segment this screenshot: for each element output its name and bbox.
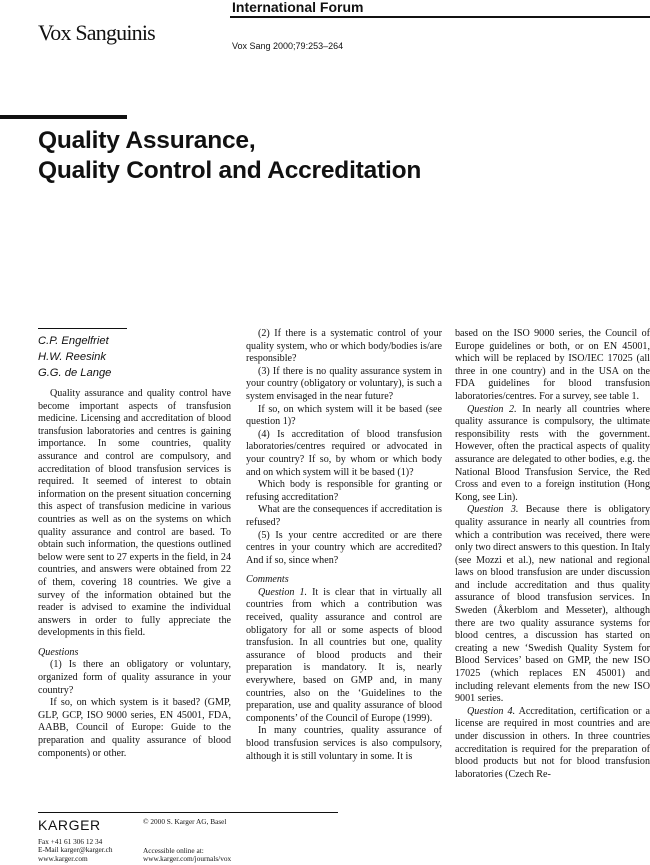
column-1 — [38, 388, 231, 760]
website: www.karger.com — [38, 853, 88, 863]
comment-4-label: Question 4. — [467, 705, 516, 717]
comment-4 — [455, 706, 650, 782]
citation: Vox Sang 2000;79:253–264 — [232, 41, 344, 51]
comment-3-text: Because there is obligatory quality assurance in nearly all countries from which a contribution was received, there were only two direct answers to this question. In Italy (see Mozzi et al.), new national and regional laws on blood transfusion are under discussion and include accreditation and thus quality assurance of blood transfusion services. In Sweden (Åkerblom and Messeter), although there are two quality assurance systems for blood centres, a discussion has started on creating a new ‘Swedish Quality System for Blood Services’ based on GMP, the new ISO 17025 (which replaces EN 45001) and including relevant elements from the new ISO 9001 series. — [455, 504, 650, 705]
online-label: Accessible online at: — [143, 846, 204, 855]
journal-name: Vox Sanguinis — [38, 20, 155, 45]
question-5: (5) Is your centre accredited or are there centres in your country which are accredited? And if so, since when? — [246, 529, 442, 566]
questions-heading: Questions — [38, 646, 79, 658]
author: G.G. de Lange — [38, 367, 112, 379]
author-list — [38, 333, 111, 381]
question-4-followup: Which body is responsible for granting or refusing accreditation? — [246, 479, 442, 503]
footer-rule — [38, 812, 338, 813]
comment-4-text: Accreditation, certification or a license are required in most countries and are under discussion in others. In three countries accreditation is required for the preparation of blood products but not for blood transfusion laboratories (Czech Re- — [455, 705, 650, 780]
comment-1-text: It is clear that in virtually all countries from which a contribution was received, quality assurance and control are obligatory for all or some aspects of blood transfusion. In all countries but one, quality assurance of blood products and their preparation is mandatory. It is, nearly everywhere, based on GMP and, in many countries, also on the ‘Guidelines to the preparation, use and quality assurance of blood components’ of the Council of Europe (1999). — [246, 586, 442, 724]
article-title — [38, 126, 421, 186]
comment-1-label: Question 1. — [258, 586, 308, 598]
fax: Fax +41 61 306 12 34 — [38, 837, 103, 846]
online-access — [143, 847, 231, 864]
column-3 — [455, 328, 650, 781]
email: E-Mail karger@karger.ch — [38, 845, 113, 855]
section-rule — [230, 16, 650, 18]
comments-heading: Comments — [246, 574, 289, 586]
question-1: (1) Is there an obligatory or voluntary, organized form of quality assurance in your country? — [38, 659, 231, 696]
copyright: © 2000 S. Karger AG, Basel — [143, 817, 227, 826]
title-line-1: Quality Assurance, — [38, 127, 256, 154]
question-2: (2) If there is a systematic control of your quality system, who or which body/bodies is/are responsible? — [246, 328, 442, 365]
publisher-logo: KARGER — [38, 817, 101, 833]
question-4-followup-2: What are the consequences if accreditation is refused? — [246, 504, 442, 528]
question-3: (3) If there is no quality assurance system in your country (obligatory or voluntary), is such a system envisaged in the near future? — [246, 365, 442, 402]
question-3-followup: If so, on which system will it be based (see question 1)? — [246, 403, 442, 428]
title-line-2: Quality Control and Accreditation — [38, 157, 422, 184]
title-rule — [0, 115, 127, 119]
author-rule — [38, 328, 127, 329]
comment-2 — [455, 404, 650, 505]
question-1-followup: If so, on which system is it based? (GMP, GLP, GCP, ISO 9000 series, EN 45001, FDA, AABB, Council of Europe: Guide to the preparation and quality assurance of blood components) or other. — [38, 697, 231, 759]
column-2 — [246, 328, 442, 763]
online-url: www.karger.com/journals/vox — [143, 854, 232, 864]
section-label: International Forum — [232, 0, 364, 15]
author: C.P. Engelfriet — [38, 335, 109, 347]
comment-3 — [455, 504, 650, 706]
intro-paragraph: Quality assurance and quality control have become important aspects of transfusion medicine. Licensing and accreditation of blood transfusion laboratories and centres is gaining importance. In some countries, quality assurance and control are compulsory, and accreditation of blood transfusion services is required. It seemed of interest to obtain information on the present situation concerning this aspect of transfusion medicine in various countries as well as on the systems on which quality assurance and control are based. To obtain such information, the questions outlined below were sent to 27 experts in the field, in 24 countries, and answers were obtained from 22 of them, covering 18 countries. We give a survey of the information obtained but the reader is advised to examine the individual answers in order to fully appreciate the developments in this field. — [38, 388, 231, 639]
comment-3-label: Question 3. — [467, 504, 519, 516]
author: H.W. Reesink — [38, 351, 106, 363]
comment-2-text: In nearly all countries where quality assurance is compulsory, the ultimate responsibility rests with the government. However, often the practical aspects of quality assurance are delegated to other bodies, e.g. the National Blood Transfusion Service, the Red Cross and even to a foreign institution (Hong Kong, see Lin). — [455, 403, 650, 503]
question-4: (4) Is accreditation of blood transfusion laboratories/centres required or advocated in your country? If so, by whom or which body and on which system will it be based (1)? — [246, 428, 442, 478]
comment-1-continued: In many countries, quality assurance of blood transfusion services is also compulsory, although it is still voluntary in some. It is — [246, 725, 442, 762]
comment-2-label: Question 2. — [467, 403, 517, 415]
comment-1-end: based on the ISO 9000 series, the Council of Europe guidelines or both, or on EN 45001, which will be replaced by ISO/IEC 17025 (all three in one country) and in the USA on the FDA guidelines for blood transfusion laboratories/centres. For a survey, see table 1. — [455, 328, 650, 402]
comment-1 — [246, 587, 442, 726]
publisher-contact — [38, 838, 113, 863]
